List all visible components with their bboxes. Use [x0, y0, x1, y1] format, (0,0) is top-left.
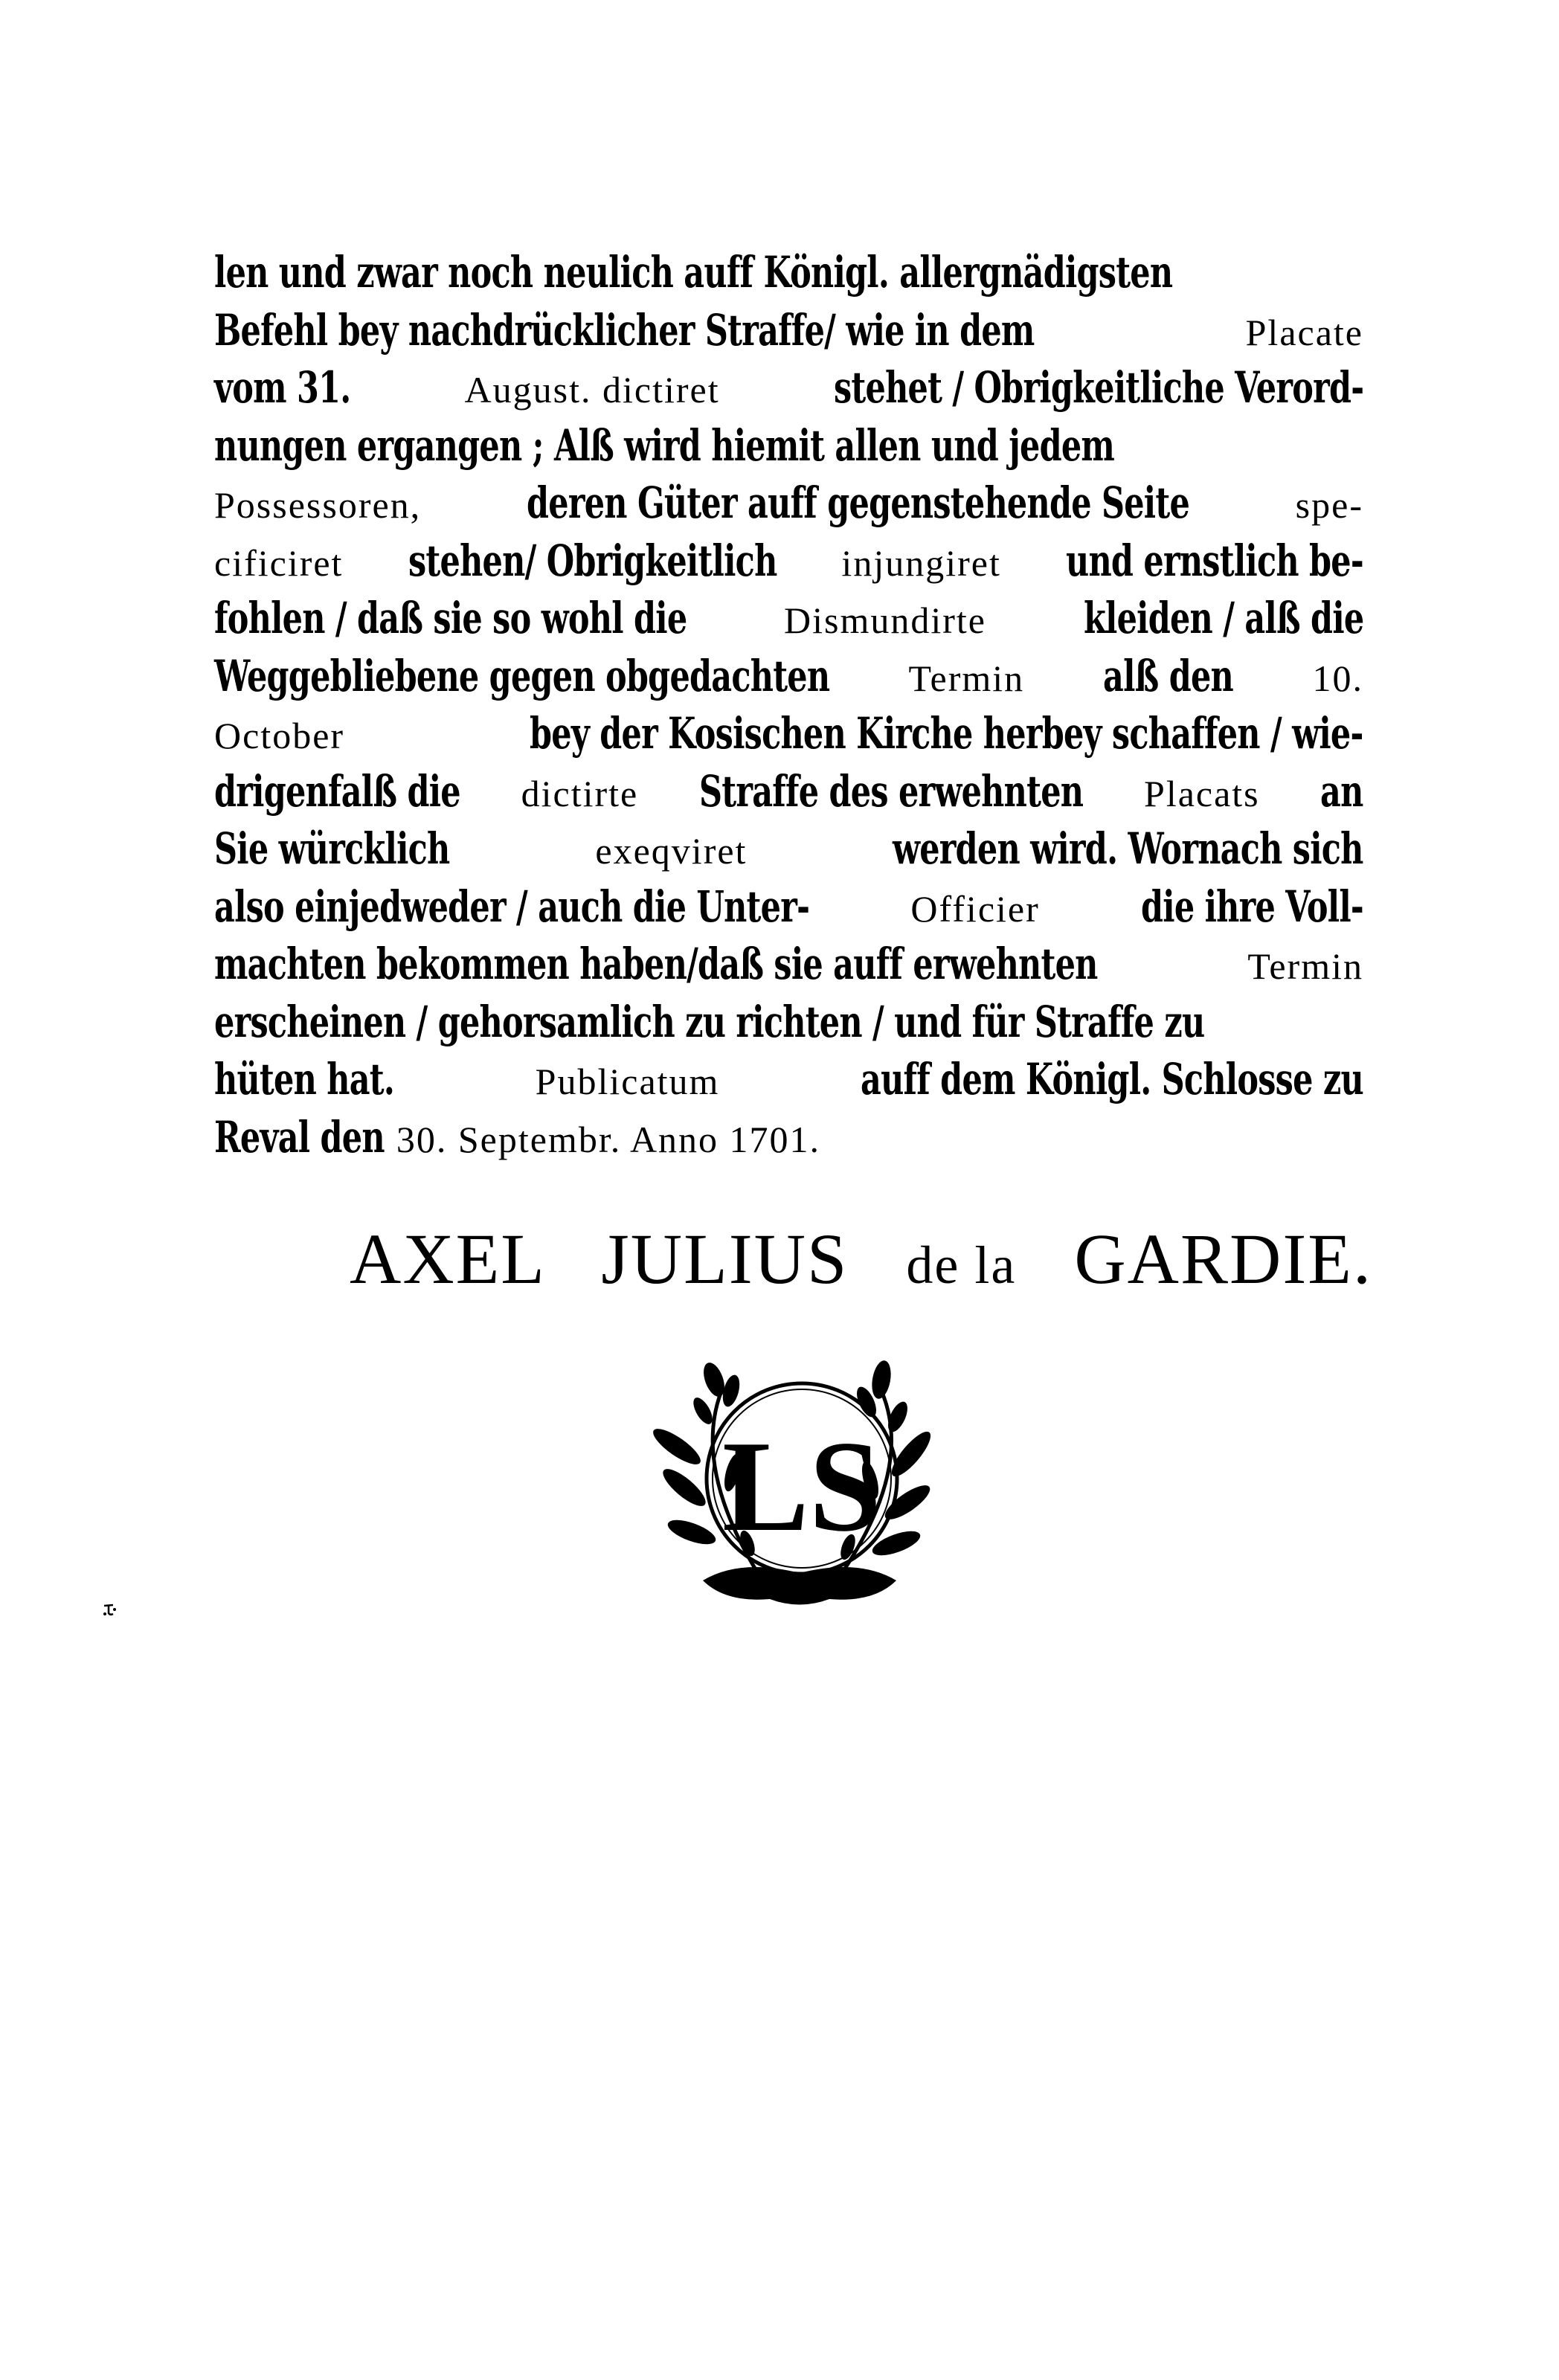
antiqua-text: Placats — [1144, 772, 1260, 814]
antiqua-text: Dismundirte — [784, 599, 986, 641]
antiqua-text: Termin — [908, 657, 1025, 699]
fraktur-text: die ihre Voll- — [1141, 881, 1364, 932]
antiqua-text: August. dictiret — [464, 369, 720, 411]
fraktur-text: bey der Kosischen Kirche herbey schaffen / wie- — [530, 708, 1364, 759]
signature-middle-name: JULIUS — [601, 1219, 849, 1299]
fraktur-text: werden wird. Wornach sich — [893, 823, 1363, 874]
fraktur-text: Befehl bey nachdrücklicher Straffe/ wie in dem — [214, 304, 1035, 356]
antiqua-text: exeqviret — [595, 830, 748, 872]
fraktur-text: deren Güter auff gegenstehende Seite — [527, 477, 1190, 528]
text-line — [214, 244, 1363, 302]
signature-particle: de la — [906, 1235, 1017, 1295]
proclamation-body — [214, 244, 1363, 1166]
antiqua-text: October — [214, 715, 345, 756]
text-line — [214, 878, 1363, 936]
signature-first-name: AXEL — [350, 1219, 544, 1299]
fraktur-text: hüten hat. — [214, 1054, 395, 1104]
text-line — [214, 994, 1363, 1052]
fraktur-text: alß den — [1103, 650, 1234, 701]
fraktur-text: len und zwar noch neulich auff Königl. allergnädigsten — [214, 247, 1173, 298]
antiqua-text: cificiret — [214, 541, 344, 584]
fraktur-text: stehet / Obrigkeitliche Verord- — [833, 362, 1364, 413]
antiqua-text: Placate — [1245, 311, 1363, 353]
fraktur-text: drigenfalß die — [214, 765, 460, 817]
fraktur-text: fohlen / daß sie so wohl die — [214, 593, 687, 643]
fraktur-text: Reval den — [214, 1111, 385, 1162]
fraktur-text: und ernstlich be- — [1066, 535, 1363, 586]
antiqua-text: Possessoren, — [214, 484, 422, 526]
fraktur-text: also einjedweder / auch die Unter- — [214, 881, 810, 932]
fraktur-text: erscheinen / gehorsamlich zu richten / und für Straffe zu — [214, 996, 1205, 1047]
antiqua-text: spe- — [1295, 484, 1363, 526]
text-line — [214, 475, 1363, 533]
antiqua-text: Termin — [1247, 945, 1363, 987]
fraktur-text: machten bekommen haben/daß sie auff erwehnten — [214, 939, 1098, 989]
text-line — [214, 763, 1363, 821]
stray-ink-mark — [103, 1603, 118, 1618]
antiqua-text: dictirte — [521, 772, 639, 814]
ls-seal-icon — [651, 1357, 933, 1614]
text-line — [214, 648, 1363, 706]
svg-text:LS: LS — [721, 1414, 882, 1558]
fraktur-text: kleiden / alß die — [1083, 593, 1364, 643]
fraktur-text: auff dem Königl. Schlosse zu — [861, 1054, 1364, 1104]
antiqua-text: Publicatum — [535, 1061, 720, 1102]
fraktur-text: stehen/ Obrigkeitlich — [408, 535, 777, 586]
signature-line — [350, 1219, 1372, 1299]
fraktur-text: an — [1320, 765, 1363, 817]
fraktur-text: Straffe des erwehnten — [699, 765, 1084, 817]
fraktur-text: vom 31. — [214, 362, 351, 413]
fraktur-text: Sie würcklich — [214, 823, 450, 874]
text-line — [214, 590, 1363, 648]
text-line — [214, 302, 1363, 360]
signature-surname: GARDIE. — [1074, 1219, 1372, 1299]
antiqua-text: 30. Septembr. Anno 1701. — [396, 1118, 821, 1160]
antiqua-text: Officier — [910, 887, 1040, 930]
antiqua-text: 10. — [1312, 657, 1363, 699]
fraktur-text: Weggebliebene gegen obgedachten — [214, 650, 830, 701]
antiqua-text: injungiret — [841, 541, 1001, 584]
fraktur-text: nungen ergangen ; Alß wird hiemit allen und jedem — [214, 419, 1115, 471]
